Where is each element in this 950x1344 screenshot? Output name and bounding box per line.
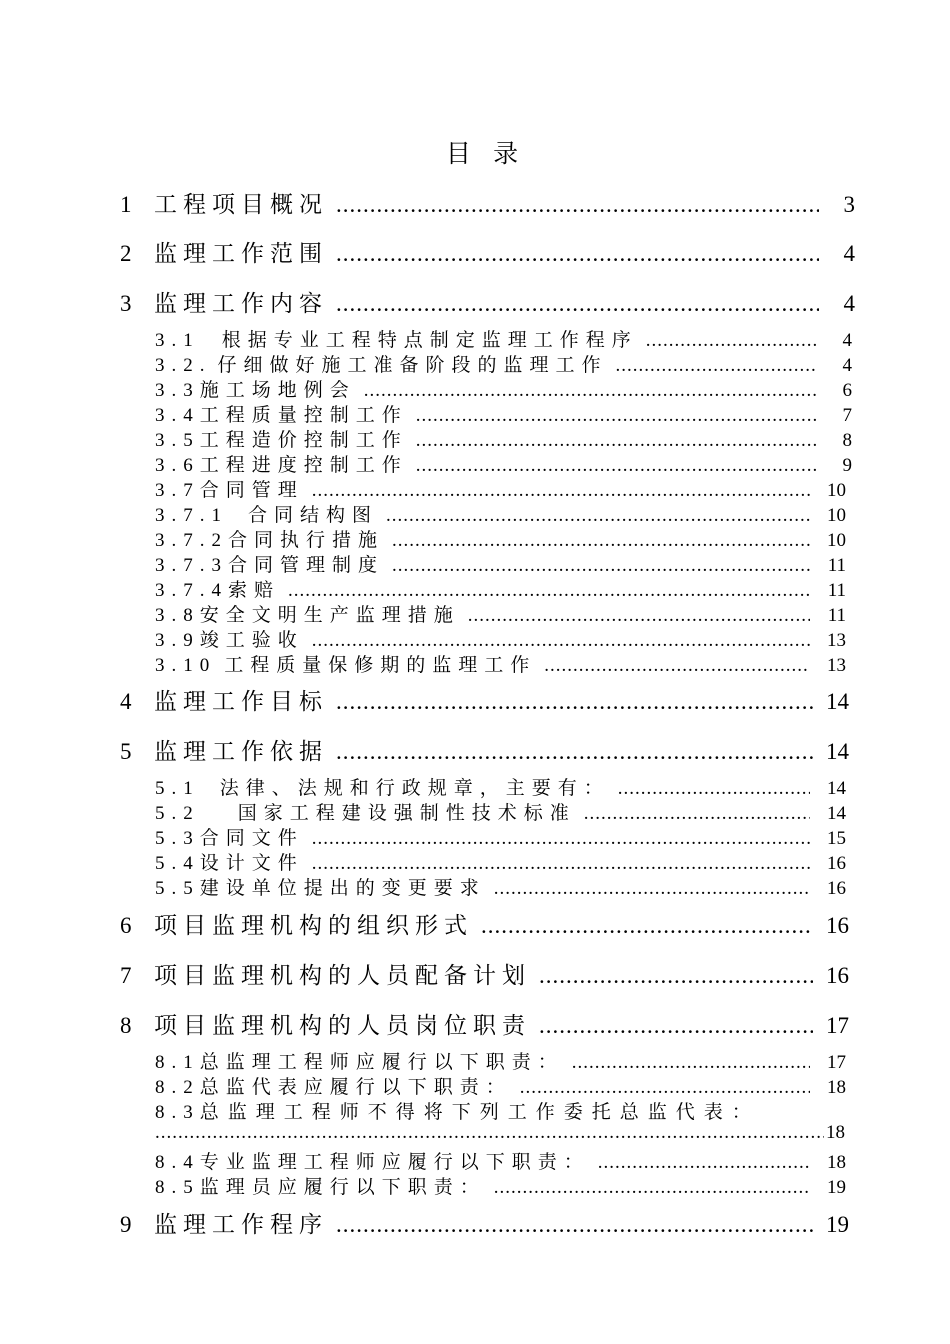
toc-entry-page: 3 bbox=[843, 192, 855, 217]
toc-dot-leader bbox=[468, 605, 810, 627]
toc-entry-number: 9 bbox=[120, 1212, 138, 1237]
toc-entry-number: 5.5 bbox=[155, 878, 200, 899]
toc-entry[interactable] bbox=[155, 1172, 846, 1196]
toc-entry[interactable] bbox=[155, 600, 846, 624]
toc-entry-page: 16 bbox=[826, 913, 849, 938]
toc-entry[interactable] bbox=[155, 425, 852, 449]
toc-dot-leader bbox=[392, 530, 810, 552]
toc-entry-page: 16 bbox=[827, 853, 846, 874]
toc-entry-number: 5.3 bbox=[155, 828, 200, 849]
toc-dot-leader bbox=[520, 1077, 810, 1099]
toc-dot-leader bbox=[386, 505, 810, 527]
toc-entry-label: 合同文件 bbox=[199, 828, 304, 849]
toc-dot-leader bbox=[155, 1122, 824, 1144]
toc-entry[interactable] bbox=[120, 683, 849, 715]
toc-entry-page: 9 bbox=[842, 455, 852, 476]
toc-entry-page: 10 bbox=[827, 480, 846, 501]
toc-entry[interactable] bbox=[155, 625, 846, 649]
toc-entry-page: 18 bbox=[826, 1122, 845, 1143]
toc-entry-page: 7 bbox=[842, 405, 852, 426]
toc-dot-leader bbox=[312, 630, 810, 652]
toc-entry-page: 8 bbox=[842, 430, 852, 451]
toc-entry-label: 合同管理制度 bbox=[228, 555, 385, 576]
toc-entry-number: 6 bbox=[120, 913, 138, 938]
toc-entry-page: 15 bbox=[827, 828, 846, 849]
toc-entry-page: 19 bbox=[827, 1177, 846, 1198]
toc-entry-label: 合同结构图 bbox=[248, 505, 379, 526]
toc-entry[interactable] bbox=[155, 848, 846, 872]
toc-entry[interactable] bbox=[155, 350, 852, 374]
toc-entry-label: 监理工作范围 bbox=[154, 241, 328, 266]
toc-entry-page: 4 bbox=[843, 291, 855, 316]
toc-entry[interactable] bbox=[155, 575, 846, 599]
toc-entry[interactable] bbox=[155, 375, 852, 399]
toc-dot-leader bbox=[416, 405, 816, 427]
toc-entry-page: 11 bbox=[827, 555, 846, 576]
toc-dot-leader bbox=[494, 878, 810, 900]
toc-entry-number: 5.1 bbox=[155, 778, 200, 799]
toc-entry-label: 根据专业工程特点制定监理工作程序 bbox=[221, 330, 638, 351]
toc-entry-number: 5 bbox=[120, 739, 138, 764]
toc-entry-page: 4 bbox=[842, 330, 852, 351]
toc-entry-number: 4 bbox=[120, 689, 138, 714]
toc-entry-number: 3.8 bbox=[155, 605, 200, 626]
toc-entry[interactable] bbox=[120, 186, 855, 218]
toc-dot-leader bbox=[288, 580, 810, 602]
toc-entry-label: 总监代表应履行以下职责： bbox=[199, 1077, 512, 1098]
toc-dot-leader bbox=[336, 192, 819, 218]
toc-entry-label: 项目监理机构的组织形式 bbox=[154, 913, 473, 938]
toc-dot-leader bbox=[539, 1013, 813, 1039]
toc-dot-leader bbox=[598, 1152, 810, 1174]
toc-entry[interactable] bbox=[155, 475, 846, 499]
toc-entry[interactable] bbox=[155, 1147, 846, 1171]
toc-entry-page: 14 bbox=[826, 739, 849, 764]
toc-entry-page: 19 bbox=[826, 1212, 849, 1237]
toc-entry-page: 18 bbox=[827, 1152, 846, 1173]
toc-entry-number: 3.2. bbox=[155, 355, 212, 376]
toc-entry-page: 14 bbox=[827, 778, 846, 799]
toc-entry-continuation[interactable] bbox=[155, 1122, 845, 1146]
toc-entry-number: 3.7.2 bbox=[155, 530, 228, 551]
toc-entry-label: 设计文件 bbox=[199, 853, 304, 874]
toc-entry-number: 3 bbox=[120, 291, 138, 316]
toc-entry[interactable] bbox=[120, 1007, 849, 1039]
toc-entry[interactable] bbox=[120, 285, 855, 317]
toc-entry-page: 14 bbox=[827, 803, 846, 824]
toc-entry-number: 3.7.1 bbox=[155, 505, 228, 526]
toc-entry-number: 3.5 bbox=[155, 430, 200, 451]
toc-dot-leader bbox=[336, 1212, 813, 1238]
toc-dot-leader bbox=[336, 291, 819, 317]
toc-entry-number: 3.7.4 bbox=[155, 580, 228, 601]
toc-entry-page: 16 bbox=[827, 878, 846, 899]
toc-entry-label: 竣工验收 bbox=[199, 630, 304, 651]
toc-entry-label: 工程项目概况 bbox=[154, 192, 328, 217]
toc-entry-number: 8.3 bbox=[155, 1102, 200, 1123]
toc-entry-page: 10 bbox=[827, 530, 846, 551]
toc-entry-label: 合同管理 bbox=[199, 480, 304, 501]
toc-entry-number: 3.3 bbox=[155, 380, 200, 401]
toc-entry-label: 项目监理机构的人员配备计划 bbox=[154, 963, 531, 988]
toc-entry[interactable] bbox=[155, 650, 846, 674]
toc-entry-page: 13 bbox=[827, 655, 846, 676]
toc-entry-label: 监理工作依据 bbox=[154, 739, 328, 764]
toc-entry-number: 8.5 bbox=[155, 1177, 200, 1198]
toc-entry-label: 国家工程建设强制性技术标准 bbox=[237, 803, 576, 824]
toc-entry-label: 监理工作内容 bbox=[154, 291, 328, 316]
toc-entry-label: 总监理工程师不得将下列工作委托总监代表： bbox=[199, 1102, 760, 1123]
toc-entry-number: 3.10 bbox=[155, 655, 217, 676]
toc-entry[interactable] bbox=[155, 773, 846, 797]
toc-entry-label: 法律、法规和行政规章，主要有： bbox=[219, 778, 610, 799]
toc-dot-leader bbox=[312, 480, 810, 502]
toc-dot-leader bbox=[481, 913, 813, 939]
toc-entry-label: 监理工作目标 bbox=[154, 689, 328, 714]
toc-dot-leader bbox=[312, 828, 810, 850]
toc-entry-label: 专业监理工程师应履行以下职责： bbox=[199, 1152, 590, 1173]
toc-entry-page: 4 bbox=[842, 355, 852, 376]
toc-entry-label: 工程质量控制工作 bbox=[199, 405, 408, 426]
toc-entry-label: 工程造价控制工作 bbox=[199, 430, 408, 451]
toc-entry-label: 工程质量保修期的监理工作 bbox=[224, 655, 537, 676]
toc-dot-leader bbox=[392, 555, 810, 577]
toc-entry-label: 总监理工程师应履行以下职责： bbox=[199, 1052, 564, 1073]
toc-entry-number: 8.4 bbox=[155, 1152, 200, 1173]
toc-entry[interactable] bbox=[120, 1206, 849, 1238]
toc-entry[interactable] bbox=[155, 400, 852, 424]
toc-entry-page: 14 bbox=[826, 689, 849, 714]
toc-entry-number: 3.9 bbox=[155, 630, 200, 651]
toc-dot-leader bbox=[584, 803, 810, 825]
toc-entry[interactable] bbox=[120, 957, 849, 989]
toc-entry-label: 合同执行措施 bbox=[228, 530, 385, 551]
toc-entry-label: 工程进度控制工作 bbox=[199, 455, 408, 476]
toc-entry-number: 3.1 bbox=[155, 330, 200, 351]
toc-entry[interactable] bbox=[120, 907, 849, 939]
toc-entry-number: 5.4 bbox=[155, 853, 200, 874]
toc-entry-label: 建设单位提出的变更要求 bbox=[199, 878, 486, 899]
toc-dot-leader bbox=[364, 380, 816, 402]
toc-title: 目 录 bbox=[445, 141, 527, 168]
toc-entry[interactable] bbox=[155, 823, 846, 847]
toc-entry-number: 5.2 bbox=[155, 803, 200, 824]
toc-dot-leader bbox=[618, 778, 810, 800]
toc-entry-label: 监理员应履行以下职责： bbox=[199, 1177, 486, 1198]
toc-entry-label: 索赔 bbox=[228, 580, 281, 601]
toc-entry[interactable] bbox=[155, 1072, 846, 1096]
toc-entry-page: 17 bbox=[827, 1052, 846, 1073]
toc-entry-number: 7 bbox=[120, 963, 138, 988]
toc-entry-wrapped[interactable] bbox=[155, 1097, 842, 1121]
toc-dot-leader bbox=[336, 689, 813, 715]
toc-entry-page: 6 bbox=[842, 380, 852, 401]
toc-entry-label: 施工场地例会 bbox=[199, 380, 356, 401]
toc-dot-leader bbox=[572, 1052, 810, 1074]
toc-entry-page: 18 bbox=[827, 1077, 846, 1098]
toc-dot-leader bbox=[416, 430, 816, 452]
toc-entry-number: 3.7 bbox=[155, 480, 200, 501]
toc-entry-label: 仔细做好施工准备阶段的监理工作 bbox=[217, 355, 608, 376]
toc-dot-leader bbox=[312, 853, 810, 875]
toc-entry-page: 4 bbox=[843, 241, 855, 266]
toc-entry[interactable] bbox=[120, 235, 855, 267]
toc-entry[interactable] bbox=[155, 450, 852, 474]
toc-dot-leader bbox=[544, 655, 810, 677]
toc-entry-number: 2 bbox=[120, 241, 138, 266]
toc-entry-label: 安全文明生产监理措施 bbox=[199, 605, 460, 626]
toc-dot-leader bbox=[616, 355, 816, 377]
toc-entry-page: 13 bbox=[827, 630, 846, 651]
toc-dot-leader bbox=[646, 330, 816, 352]
toc-entry[interactable] bbox=[120, 733, 849, 765]
toc-entry-label: 监理工作程序 bbox=[154, 1212, 328, 1237]
toc-entry[interactable] bbox=[155, 798, 846, 822]
toc-entry-page: 10 bbox=[827, 505, 846, 526]
toc-entry[interactable] bbox=[155, 1047, 846, 1071]
toc-entry[interactable] bbox=[155, 550, 846, 574]
toc-entry-number: 3.6 bbox=[155, 455, 200, 476]
toc-entry-label: 项目监理机构的人员岗位职责 bbox=[154, 1013, 531, 1038]
toc-entry[interactable] bbox=[155, 500, 846, 524]
toc-entry[interactable] bbox=[155, 325, 852, 349]
toc-entry-page: 16 bbox=[826, 963, 849, 988]
toc-entry-page: 17 bbox=[826, 1013, 849, 1038]
toc-entry-number: 1 bbox=[120, 192, 138, 217]
toc-dot-leader bbox=[494, 1177, 810, 1199]
toc-dot-leader bbox=[416, 455, 816, 477]
toc-entry-number: 3.4 bbox=[155, 405, 200, 426]
toc-entry-number: 8.2 bbox=[155, 1077, 200, 1098]
toc-dot-leader bbox=[336, 241, 819, 267]
toc-entry-page: 11 bbox=[827, 580, 846, 601]
toc-entry-number: 8.1 bbox=[155, 1052, 200, 1073]
toc-dot-leader bbox=[539, 963, 813, 989]
toc-entry-page: 11 bbox=[827, 605, 846, 626]
toc-dot-leader bbox=[336, 739, 813, 765]
toc-entry[interactable] bbox=[155, 525, 846, 549]
toc-entry-number: 3.7.3 bbox=[155, 555, 228, 576]
toc-entry[interactable] bbox=[155, 873, 846, 897]
toc-entry-number: 8 bbox=[120, 1013, 138, 1038]
